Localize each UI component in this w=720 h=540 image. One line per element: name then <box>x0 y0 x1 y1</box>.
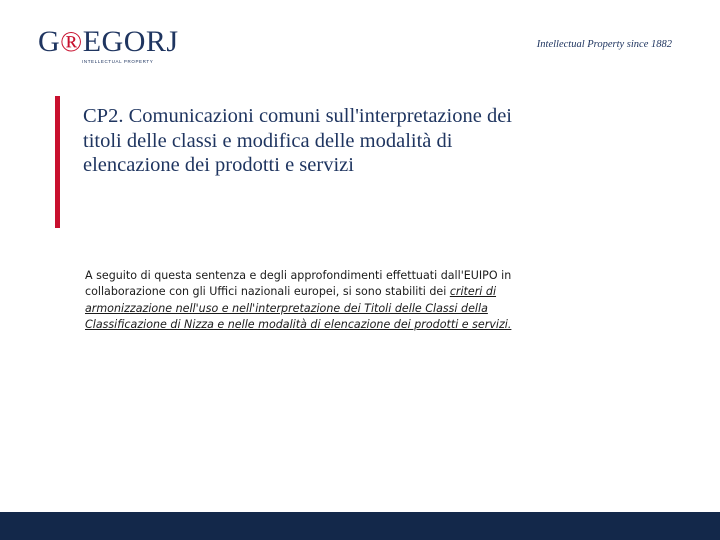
logo-wordmark <box>38 26 179 58</box>
title-accent-bar <box>55 96 60 228</box>
registered-mark-icon: ® <box>60 26 83 58</box>
company-logo <box>38 26 198 66</box>
logo-text-after: EGORJ <box>82 25 179 58</box>
slide-title-prefix: CP2. <box>83 105 124 127</box>
logo-subtitle: INTELLECTUAL PROPERTY <box>82 59 154 64</box>
slide-title-text: Comunicazioni comuni sull'interpretazione dei titoli delle classi e modifica delle modalità di elencazione dei prodotti e servizi <box>83 105 512 176</box>
slide-header <box>0 0 720 70</box>
slide-title <box>83 104 513 178</box>
company-tagline: Intellectual Property since 1882 <box>536 39 672 50</box>
logo-text-before: G <box>38 25 61 58</box>
criteria-link[interactable]: criteri di armonizzazione nell'uso e nell'interpretazione dei Titoli delle Classi della Classificazione di Nizza e nelle modalità di elencazione dei prodotti e servizi. <box>85 285 512 331</box>
slide-body-text <box>85 268 515 333</box>
body-intro: A seguito di questa sentenza e degli approfondimenti effettuati dall'EUIPO in collaborazione con gli Uffici nazionali europei, si sono stabiliti dei <box>85 269 512 299</box>
footer-bar <box>0 512 720 540</box>
